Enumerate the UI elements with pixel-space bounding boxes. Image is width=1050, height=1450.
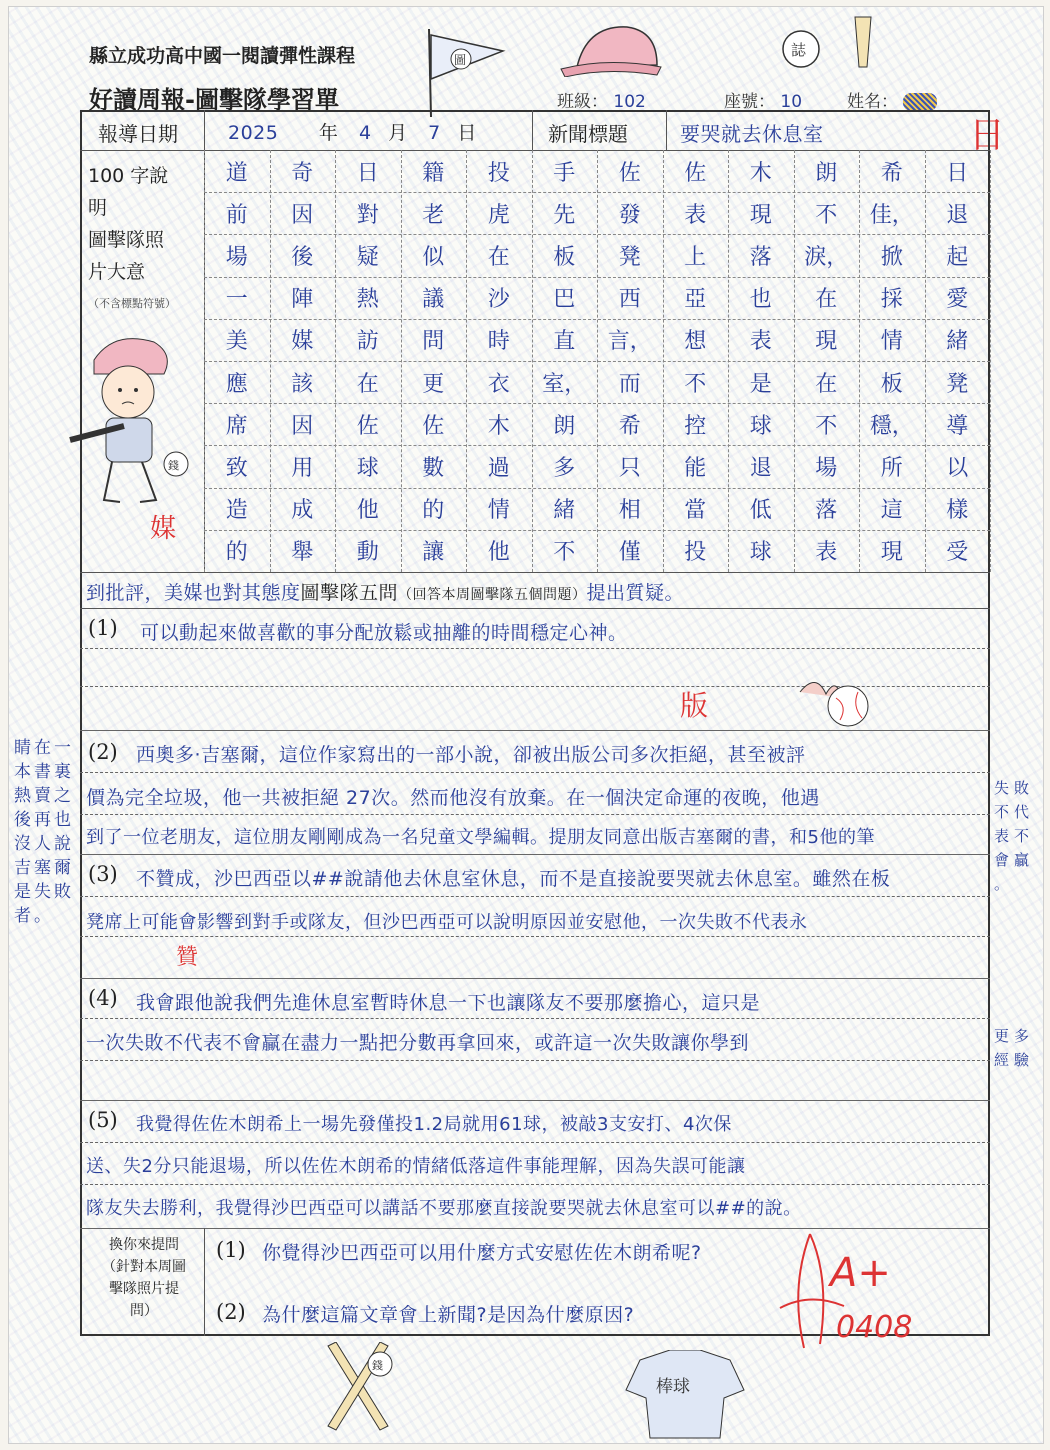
answer-ruled-line: [80, 936, 990, 937]
answer-ruled-line: [80, 814, 990, 815]
worksheet-title: 好讀周報-圖擊隊學習單: [89, 86, 339, 114]
margin-char: 之: [54, 786, 71, 806]
grid-cell: 數: [422, 455, 445, 481]
right-margin-note-bottom: [994, 1024, 1038, 1072]
grid-cell: 衣: [487, 371, 510, 397]
grid-cell: 室，: [542, 371, 587, 397]
grid-cell: 亞: [684, 287, 707, 313]
answer-3-line: 不贊成，沙巴西亞以##說請他去休息室休息，而不是直接說要哭就去休息室。雖然在板: [136, 868, 891, 890]
ask-label-line: （針對本周圖: [102, 1259, 186, 1275]
grid-cell: 導: [946, 413, 969, 439]
answer-ruled-line: [80, 1018, 990, 1019]
margin-char: 代: [1014, 803, 1030, 821]
date-year: 2025: [228, 122, 279, 144]
margin-char: 在: [34, 738, 51, 758]
grid-cell: 熱: [356, 287, 379, 313]
grid-cell: 日: [946, 160, 969, 186]
grid-cell: 愛: [946, 287, 969, 313]
teacher-score: A+: [830, 1250, 891, 1296]
grid-cell: 投: [487, 160, 510, 186]
answer-3-number: (3): [88, 862, 118, 886]
grid-cell: 現: [880, 540, 903, 566]
grid-cell: 該: [291, 371, 314, 397]
grid-cell: 起: [946, 244, 969, 270]
grid-cell: 讓: [422, 540, 445, 566]
column-divider: [666, 110, 667, 150]
grid-cell: 僅: [618, 540, 641, 566]
answer-2-line: 價為完全垃圾，他一共被拒絕 27次。然而他沒有放棄。在一個決定命運的夜晚，他遇: [86, 787, 820, 809]
grid-cell: 板: [880, 371, 903, 397]
question-2-text: 為什麼這篇文章會上新聞?是因為什麼原因?: [262, 1304, 635, 1326]
grid-row-line: [204, 234, 990, 235]
row-divider: [80, 608, 990, 609]
margin-char: 驗: [1014, 1051, 1030, 1069]
margin-char: 書: [34, 762, 51, 782]
grid-cell: 日: [356, 160, 379, 186]
margin-char: 賣: [34, 786, 51, 806]
margin-char: 本: [14, 762, 31, 782]
left-margin-note: [14, 736, 76, 928]
ask-label-line: 擊隊照片提: [109, 1281, 179, 1297]
grid-cell: 情: [487, 498, 510, 524]
grid-cell: 議: [422, 287, 445, 313]
date-month: 4: [358, 122, 372, 144]
grid-cell: 凳: [946, 371, 969, 397]
grid-cell: 虎: [487, 202, 510, 228]
grid-row-line: [204, 361, 990, 362]
batter-cartoon-icon: [64, 330, 204, 540]
grid-cell: 一: [225, 287, 248, 313]
grid-cell: 因: [291, 413, 314, 439]
grid-row-line: [204, 319, 990, 320]
baseball-jersey-icon: [620, 1350, 750, 1440]
grid-cell: 場: [225, 244, 248, 270]
flaming-baseball-icon: [796, 672, 876, 732]
class-field: [557, 87, 646, 112]
margin-char: 經: [994, 1051, 1010, 1069]
seat-field: [724, 87, 802, 112]
grid-cell: 先: [553, 202, 576, 228]
margin-char: 爾: [54, 858, 71, 878]
name-redacted-scribble: [903, 93, 937, 111]
grid-cell: 在: [815, 287, 838, 313]
teacher-date-code: 0408: [836, 1310, 913, 1345]
teacher-correction-ri: 日: [969, 115, 1006, 156]
teacher-signature-stroke: [760, 1228, 850, 1368]
grid-cell: 言，: [607, 329, 652, 355]
five-q-note: （回答本周圖擊隊五個問題）: [398, 587, 587, 603]
teacher-correction-agree: 贊: [176, 945, 199, 970]
grid-cell: 木: [487, 413, 510, 439]
grid-cell: 的: [225, 540, 248, 566]
class-value: 102: [613, 92, 646, 112]
margin-char: 是: [14, 882, 31, 902]
grid-cell: 陣: [291, 287, 314, 313]
ask-label-divider: [204, 1228, 205, 1336]
right-margin-note: [994, 776, 1038, 896]
answer-ruled-line: [80, 1228, 990, 1229]
grid-cell: 表: [815, 540, 838, 566]
grid-column-line: [990, 150, 991, 572]
answer-ruled-line: [80, 772, 990, 773]
grid-cell: 樣: [946, 498, 969, 524]
grid-cell: 而: [618, 371, 641, 397]
grid-cell: 不: [684, 371, 707, 397]
grid-cell: 也: [749, 287, 772, 313]
cap-label: 錢: [168, 459, 179, 472]
grid-cell: 因: [291, 202, 314, 228]
pennant-flag-icon: [417, 21, 507, 121]
grid-cell: 過: [487, 455, 510, 481]
grid-cell: 是: [749, 371, 772, 397]
grid-cell: 訪: [356, 329, 379, 355]
question-1-text: 你覺得沙巴西亞可以用什麼方式安慰佐佐木朗希呢?: [262, 1242, 702, 1264]
margin-char: 。: [34, 906, 51, 926]
grid-cell: 當: [684, 498, 707, 524]
grid-cell: 受: [946, 540, 969, 566]
grid-cell: 現: [749, 202, 772, 228]
answer-2-number: (2): [88, 740, 118, 764]
grid-cell: 時: [487, 329, 510, 355]
ball-label: 誌: [791, 41, 807, 59]
grid-cell: 發: [618, 202, 641, 228]
grid-cell: 表: [684, 202, 707, 228]
five-q-suffix: 提出質疑。: [586, 582, 685, 604]
grid-cell: 道: [225, 160, 248, 186]
grid-cell: 應: [225, 371, 248, 397]
date-year-unit: 年: [318, 122, 339, 144]
baseball-icon: [777, 25, 827, 75]
margin-char: 更: [994, 1027, 1010, 1045]
summary-writing-grid: [204, 150, 990, 572]
grid-cell: 在: [815, 371, 838, 397]
grid-cell: 他: [356, 498, 379, 524]
teacher-correction-media: 媒: [150, 514, 177, 544]
grid-cell: 不: [553, 540, 576, 566]
report-date: [228, 118, 477, 145]
grid-cell: 佐: [684, 160, 707, 186]
grid-cell: 所: [880, 455, 903, 481]
summary-label-line: 100 字說: [88, 165, 169, 187]
row-divider: [80, 572, 990, 573]
answer-2-line: 西奧多‧吉塞爾，這位作家寫出的一部小說，卻被出版公司多次拒絕，甚至被評: [136, 744, 806, 766]
grid-cell: 球: [749, 413, 772, 439]
margin-char: 。: [994, 875, 1010, 893]
grid-cell: 用: [291, 455, 314, 481]
five-q-heading: 圖擊隊五問: [300, 582, 399, 604]
bats-label: 錢: [372, 1359, 383, 1372]
grid-cell: 前: [225, 202, 248, 228]
answer-4-line: 我會跟他說我們先進休息室暫時休息一下也讓隊友不要那麼擔心，這只是: [136, 992, 761, 1014]
grid-cell: 不: [815, 202, 838, 228]
grid-row-line: [204, 403, 990, 404]
name-label: 姓名：: [847, 92, 898, 112]
grid-cell: 他: [487, 540, 510, 566]
grid-cell: 媒: [291, 329, 314, 355]
grid-cell: 淚，: [804, 244, 849, 270]
class-label: 班級：: [557, 92, 608, 112]
grid-cell: 後: [291, 244, 314, 270]
grid-cell: 緒: [553, 498, 576, 524]
news-title-value: 要哭就去休息室: [680, 122, 824, 146]
margin-char: 熱: [14, 786, 31, 806]
grid-cell: 造: [225, 498, 248, 524]
margin-char: 贏: [1014, 851, 1030, 869]
margin-char: 敗: [54, 882, 71, 902]
grid-cell: 在: [356, 371, 379, 397]
answer-1-line: 可以動起來做喜歡的事分配放鬆或抽離的時間穩定心神。: [140, 622, 628, 644]
grid-cell: 疑: [356, 244, 379, 270]
grid-cell: 木: [749, 160, 772, 186]
crossed-bats-icon: [318, 1342, 408, 1432]
grid-cell: 能: [684, 455, 707, 481]
grid-cell: 更: [422, 371, 445, 397]
summary-label-line: 圖擊隊照: [88, 229, 165, 251]
grid-cell: 朗: [815, 160, 838, 186]
margin-char: 不: [994, 803, 1010, 821]
answer-ruled-line: [80, 896, 990, 897]
grid-cell: 朗: [553, 413, 576, 439]
grid-cell: 對: [356, 202, 379, 228]
summary-label-line: 片大意: [88, 261, 146, 283]
grid-cell: 成: [291, 498, 314, 524]
grid-cell: 問: [422, 329, 445, 355]
date-month-unit: 月: [388, 122, 408, 144]
summary-continuation-line: [86, 578, 684, 605]
summary-label: [88, 160, 176, 320]
grid-cell: 這: [880, 498, 903, 524]
bat-icon: [845, 15, 885, 75]
grid-cell: 美: [225, 329, 248, 355]
margin-char: 不: [1014, 827, 1030, 845]
grid-cell: 沙: [487, 287, 510, 313]
grid-cell: 希: [618, 413, 641, 439]
margin-char: 也: [54, 810, 71, 830]
grid-cell: 只: [618, 455, 641, 481]
ask-label-line: 換你來提問: [109, 1237, 179, 1253]
margin-char: 敗: [1014, 779, 1030, 797]
margin-char: 睛: [14, 738, 31, 758]
question-2-number: (2): [216, 1300, 246, 1324]
grid-cell: 退: [749, 455, 772, 481]
answer-3-line: 凳席上可能會影響到對手或隊友，但沙巴西亞可以說明原因並安慰他，一次失敗不代表永: [86, 912, 808, 933]
answer-1-number: (1): [88, 616, 118, 640]
seat-value: 10: [780, 92, 803, 112]
teacher-correction-publish: 版: [680, 689, 709, 722]
grid-cell: 上: [684, 244, 707, 270]
grid-cell: 凳: [618, 244, 641, 270]
grid-cell: 動: [356, 540, 379, 566]
grid-cell: 以: [946, 455, 969, 481]
summary-continuation: 到批評，美媒也對其態度: [86, 582, 301, 604]
margin-char: 說: [54, 834, 71, 854]
margin-char: 會: [994, 851, 1010, 869]
answer-5-number: (5): [88, 1108, 118, 1132]
margin-char: 吉: [14, 858, 31, 878]
ask-label-line: 問）: [130, 1303, 158, 1319]
grid-cell: 佐: [422, 413, 445, 439]
grid-row-line: [204, 277, 990, 278]
grid-cell: 舉: [291, 540, 314, 566]
date-day-unit: 日: [457, 122, 477, 144]
margin-char: 一: [54, 738, 71, 758]
grid-cell: 佳，: [869, 202, 914, 228]
grid-cell: 致: [225, 455, 248, 481]
margin-char: 裏: [54, 762, 71, 782]
answer-4-number: (4): [88, 986, 118, 1010]
grid-cell: 想: [684, 329, 707, 355]
grid-cell: 西: [618, 287, 641, 313]
grid-cell: 的: [422, 498, 445, 524]
grid-cell: 表: [749, 329, 772, 355]
answer-ruled-line: [80, 1142, 990, 1143]
answer-ruled-line: [80, 1100, 990, 1101]
margin-char: 失: [994, 779, 1010, 797]
grid-cell: 奇: [291, 160, 314, 186]
grid-cell: 籍: [422, 160, 445, 186]
grid-cell: 相: [618, 498, 641, 524]
answer-4-line: 一次失敗不代表不會贏在盡力一點把分數再拿回來，或許這一次失敗讓你學到: [86, 1032, 750, 1054]
jersey-label: 棒球: [656, 1377, 690, 1397]
answer-5-line: 送、失2分只能退場，所以佐佐木朗希的情緒低落這件事能理解，因為失誤可能讓: [86, 1156, 746, 1177]
grid-cell: 佐: [356, 413, 379, 439]
margin-char: 人: [34, 834, 51, 854]
grid-cell: 直: [553, 329, 576, 355]
margin-char: 再: [34, 810, 51, 830]
baseball-cap-icon: [557, 17, 667, 77]
grid-cell: 希: [880, 160, 903, 186]
column-divider: [532, 110, 533, 150]
margin-char: 沒: [14, 834, 31, 854]
grid-row-line: [204, 488, 990, 489]
grid-cell: 球: [356, 455, 379, 481]
grid-row-line: [204, 192, 990, 193]
grid-cell: 球: [749, 540, 772, 566]
answer-ruled-line: [80, 854, 990, 855]
grid-cell: 板: [553, 244, 576, 270]
grid-cell: 巴: [553, 287, 576, 313]
grid-cell: 不: [815, 413, 838, 439]
question-1-number: (1): [216, 1238, 246, 1262]
grid-cell: 掀: [880, 244, 903, 270]
grid-cell: 穩，: [869, 413, 914, 439]
grid-cell: 手: [553, 160, 576, 186]
grid-cell: 現: [815, 329, 838, 355]
grid-cell: 似: [422, 244, 445, 270]
margin-char: 失: [34, 882, 51, 902]
grid-cell: 落: [815, 498, 838, 524]
grid-cell: 低: [749, 498, 772, 524]
grid-cell: 緒: [946, 329, 969, 355]
summary-label-note: （不含標點符號）: [88, 297, 176, 310]
margin-char: 表: [994, 827, 1010, 845]
name-field: [847, 87, 937, 112]
school-course-title: 縣立成功高中國一閱讀彈性課程: [89, 45, 356, 67]
grid-cell: 退: [946, 202, 969, 228]
answer-ruled-line: [80, 648, 990, 649]
date-label: 報導日期: [98, 122, 178, 146]
grid-cell: 在: [487, 244, 510, 270]
ask-label: [90, 1234, 198, 1322]
answer-ruled-line: [80, 1184, 990, 1185]
seat-label: 座號：: [724, 92, 775, 112]
margin-char: 多: [1014, 1027, 1030, 1045]
flag-label: 圖: [454, 53, 467, 67]
answer-ruled-line: [80, 1060, 990, 1061]
summary-label-line: 明: [88, 197, 108, 219]
grid-row-line: [204, 445, 990, 446]
grid-cell: 多: [553, 455, 576, 481]
grid-cell: 老: [422, 202, 445, 228]
grid-cell: 控: [684, 413, 707, 439]
answer-5-line: 我覺得佐佐木朗希上一場先發僅投1.2局就用61球，被敲3支安打、4次保: [136, 1114, 732, 1135]
grid-cell: 投: [684, 540, 707, 566]
grid-cell: 落: [749, 244, 772, 270]
grid-cell: 佐: [618, 160, 641, 186]
grid-cell: 採: [880, 287, 903, 313]
date-day: 7: [428, 122, 441, 144]
margin-char: 塞: [34, 858, 51, 878]
margin-char: 後: [14, 810, 31, 830]
grid-cell: 場: [815, 455, 838, 481]
grid-cell: 席: [225, 413, 248, 439]
answer-ruled-line: [80, 978, 990, 979]
grid-cell: 情: [880, 329, 903, 355]
margin-char: 者: [14, 906, 31, 926]
grid-row-line: [204, 530, 990, 531]
answer-5-line: 隊友失去勝利，我覺得沙巴西亞可以講話不要那麼直接說要哭就去休息室可以##的說。: [86, 1198, 802, 1219]
answer-2-line: 到了一位老朋友，這位朋友剛剛成為一名兒童文學編輯。提朋友同意出版吉塞爾的書，和5他的筆: [86, 827, 875, 848]
news-title-label: 新聞標題: [548, 122, 628, 146]
